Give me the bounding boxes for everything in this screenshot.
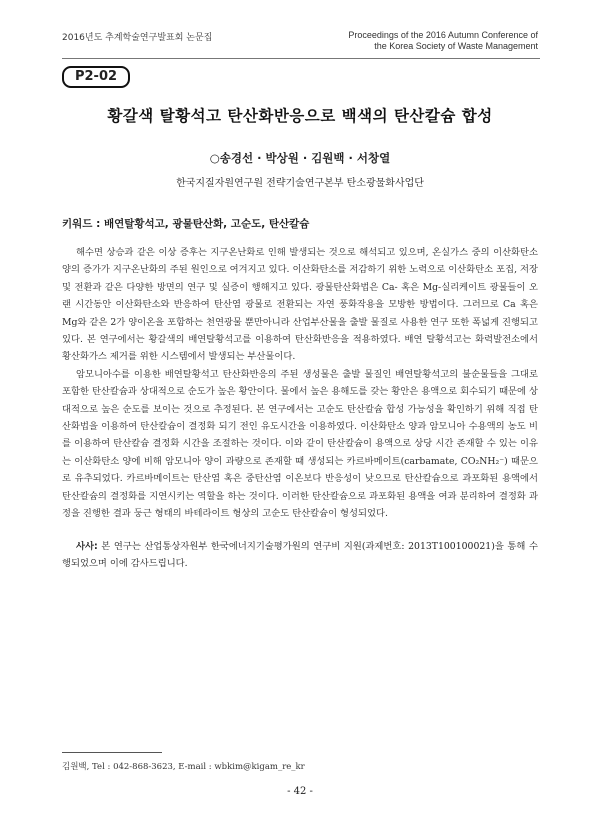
paper-code-badge: P2-02	[62, 66, 130, 88]
footnote-divider	[62, 752, 162, 753]
acknowledgement	[62, 538, 538, 573]
author-list: ○송경선 · 박상원 · 김원백 · 서창열	[209, 151, 391, 165]
running-header-left: 2016년도 추계학술연구발표회 논문집	[62, 33, 213, 43]
affiliation: 한국지질자원연구원 전략기술연구본부 탄소광물화사업단	[176, 178, 424, 189]
abstract-body	[62, 244, 538, 523]
running-header-right	[348, 30, 538, 52]
header-right-line1: Proceedings of the 2016 Autumn Conference of	[348, 30, 538, 40]
acknowledgement-label: 사사:	[76, 541, 98, 552]
acknowledgement-text: 본 연구는 산업통상자원부 한국에너지기술평가원의 연구비 지원(과제번호: 2013T100100021)을 통해 수행되었으며 이에 감사드립니다.	[62, 541, 538, 570]
keywords: 키워드 : 배연탈황석고, 광물탄산화, 고순도, 탄산칼슘	[62, 218, 310, 230]
footnote-contact: 김원백, Tel : 042-868-3623, E-mail : wbkim@kigam_re_kr	[62, 762, 305, 772]
paragraph-2: 암모니아수를 이용한 배연탈황석고 탄산화반응의 주된 생성물은 출발 물질인 배연탈황석고의 불순물들을 그대로 포함한 탄산칼슘과 상대적으로 순도가 높은 황안이다. 물에서 높은 용해도를 갖는 황안은 용액으로 회수되기 때문에 상대적으로 높은 순도를 보이는 것으로 추정된다. 본 연구에서는 고순도 탄산칼슘 합성 가능성을 확인하기 위해 직접 탄산화법을 이용하여 탄산칼슘이 결정화 되기 전인 유도시간을 이용하였다. 이산화탄소 양과 암모니아 수용액의 농도 비를 이용하여 탄산칼슘 결정화 시간을 조절하는 것이다. 이와 같이 탄산칼슘이 용액으로 상당 시간 존재할 수 있는 이유는 이산화탄소 양에 비해 암모니아 양이 과량으로 존재할 때 생성되는 카르바메이트(carbamate, CO₂NH₂⁻) 때문으로 유추되었다. 카르바메이트는 탄산염 혹은 중탄산염 이온보다 반응성이 낮으므로 탄산칼슘으로 과포화된 용액에서 탄산칼슘의 결정화를 지연시키는 역할을 하는 것이다. 이러한 탄산칼슘으로 과포화된 용액을 여과 분리하여 결정화 과정을 진행한 결과 둥근 형태의 바테라이트 형상의 고순도 탄산칼슘이 형성되었다.	[62, 368, 538, 520]
header-right-line2: the Korea Society of Waste Management	[374, 41, 538, 51]
paper-title: 황갈색 탈황석고 탄산화반응으로 백색의 탄산칼슘 합성	[107, 107, 493, 125]
paragraph-1: 해수면 상승과 같은 이상 증후는 지구온난화로 인해 발생되는 것으로 해석되고 있으며, 온실가스 중의 이산화탄소 양의 증가가 지구온난화의 주된 원인으로 여겨지고 있다. 이산화탄소를 저감하기 위한 노력으로 이산화탄소 포집, 저장 및 전환과 같은 다양한 방면의 연구 및 실증이 행해지고 있다. 광물탄산화법은 Ca- 혹은 Mg-실리케이트 광물들이 오랜 시간동안 이산화탄소와 반응하여 탄산염 광물로 전환되는 자연 풍화작용을 모방한 방법이다. 그러므로 Ca 혹은 Mg와 같은 2가 양이온을 포함하는 천연광물 뿐만아니라 산업부산물을 출발 물질로 사용한 연구 또한 폭넓게 진행되고 있다. 본 연구에서는 황갈색의 배연탈황석고를 이용하여 탄산화반응을 적용하였다. 배연 탈황석고는 화력발전소에서 황산화가스 제거를 위한 시스템에서 발생되는 부산물이다.	[62, 247, 538, 363]
page-number: - 42 -	[287, 786, 313, 797]
header-divider	[62, 58, 540, 59]
